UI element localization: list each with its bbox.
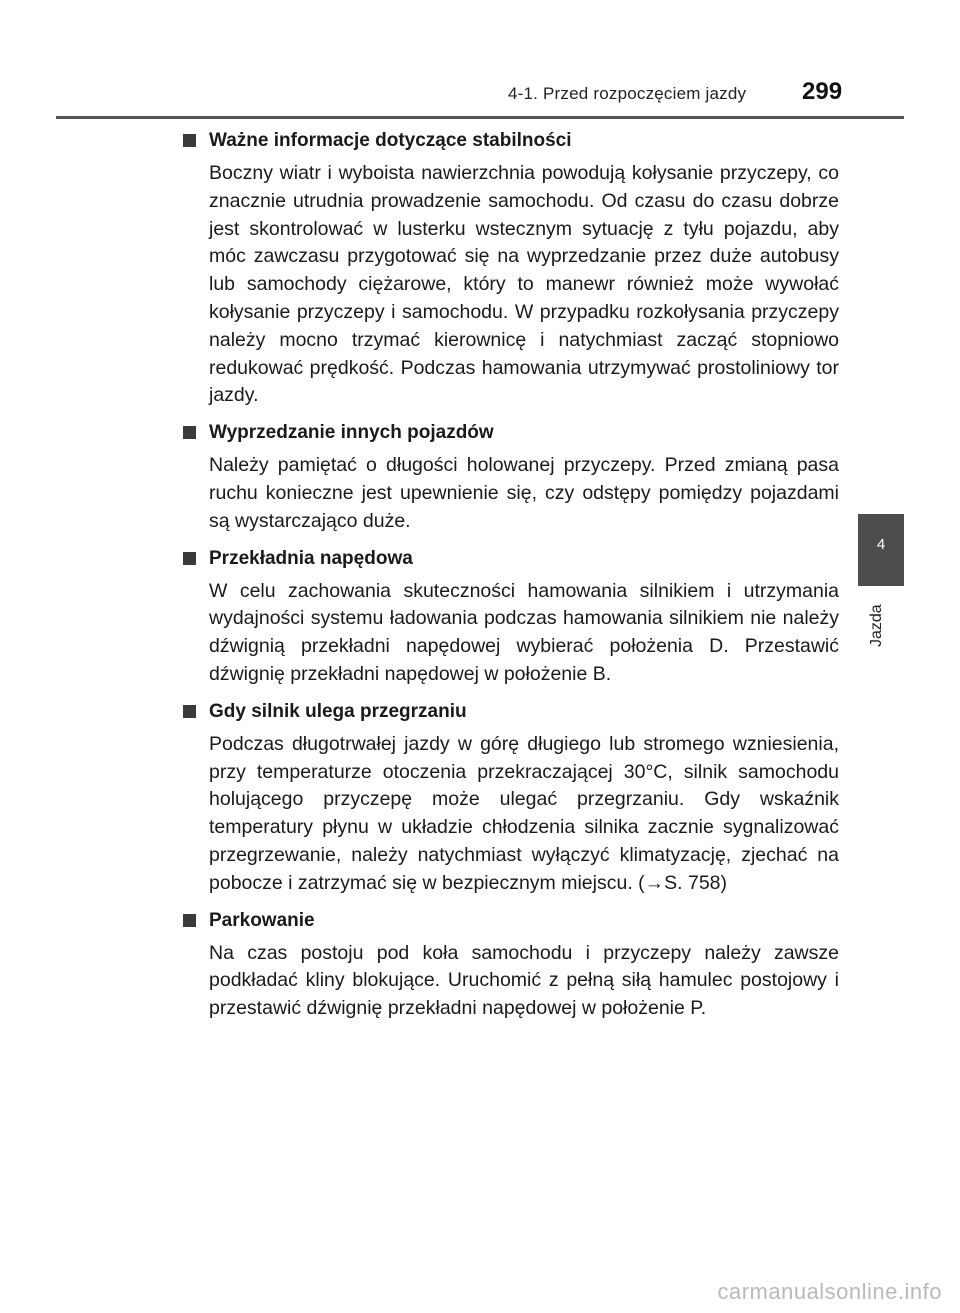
watermark: carmanualsonline.info — [717, 1279, 942, 1304]
square-bullet-icon — [183, 914, 196, 927]
section-body: Na czas postoju pod koła samochodu i przyczepy należy zawsze podkładać kliny blokujące. Uruchomić z pełną siłą hamulec postojowy i przestawić dźwignię przekładni napędowej w położenie P. — [209, 941, 839, 1020]
chapter-number: 4 — [876, 536, 886, 553]
section-heading — [183, 908, 839, 934]
section-transmission — [183, 546, 839, 689]
section-body: Boczny wiatr i wyboista nawierzchnia powodują kołysanie przyczepy, co znacznie utrudnia prowadzenie samochodu. Od czasu do czasu dobrze jest skontrolować w lusterku wstecznym sytuację z tyłu pojazdu, aby móc zawczasu przygotować się na wyprzedzanie przez duże autobusy lub samochody ciężarowe, który to manewr również może wywołać kołysanie przyczepy i samochodu. W przypadku rozkołysania przyczepy należy mocno trzymać kierownicę i natychmiast zacząć stopniowo redukować prędkość. Podczas hamowania utrzymywać prostoliniowy tor jazdy. — [209, 162, 839, 407]
square-bullet-icon — [183, 705, 196, 718]
section-overheating — [183, 699, 839, 898]
section-overtaking — [183, 420, 839, 535]
section-title: Gdy silnik ulega przegrzaniu — [209, 700, 467, 722]
section-title: Wyprzedzanie innych pojazdów — [209, 422, 494, 444]
square-bullet-icon — [183, 426, 196, 439]
section-title: Ważne informacje dotyczące stabilności — [209, 130, 572, 151]
section-heading — [183, 128, 839, 154]
square-bullet-icon — [183, 134, 196, 147]
section-title: Parkowanie — [209, 909, 315, 931]
section-body: Podczas długotrwałej jazdy w górę długiego lub stromego wzniesienia, przy temperaturze otoczenia przekraczającej 30°C, silnik samochodu holującego przyczepę może ulegać przegrzaniu. Gdy wskaźnik temperatury płynu w układzie chłodzenia silnika zacznie sygnalizować przegrzewanie, należy natychmiast wyłączyć klimatyzację, zjechać na pobocze i zatrzymać się w bezpiecznym miejscu. (→S. 758) — [209, 732, 839, 894]
section-body: W celu zachowania skuteczności hamowania silnikiem i utrzymania wydajności systemu ładowania podczas hamowania silnikiem nie należy dźwignią przekładni napędowej wybierać położenia D. Przestawić dźwignię przekładni napędowej w położenie B. — [209, 579, 839, 685]
header-section-title: 4-1. Przed rozpoczęciem jazdy — [508, 84, 747, 103]
section-heading — [183, 420, 839, 446]
header-divider — [56, 116, 904, 119]
section-heading — [183, 546, 839, 572]
section-stability — [183, 128, 839, 410]
section-parking — [183, 908, 839, 1023]
page-number: 299 — [802, 78, 843, 105]
section-title: Przekładnia napędowa — [209, 547, 413, 569]
square-bullet-icon — [183, 552, 196, 565]
page-content — [183, 128, 839, 1033]
section-body: Należy pamiętać o długości holowanej przyczepy. Przed zmianą pasa ruchu konieczne jest upewnienie się, czy odstępy pomiędzy pojazdami są wystarczająco duże. — [209, 454, 839, 532]
section-heading — [183, 699, 839, 725]
chapter-tab — [858, 514, 904, 586]
chapter-label: Jazda — [868, 604, 885, 648]
